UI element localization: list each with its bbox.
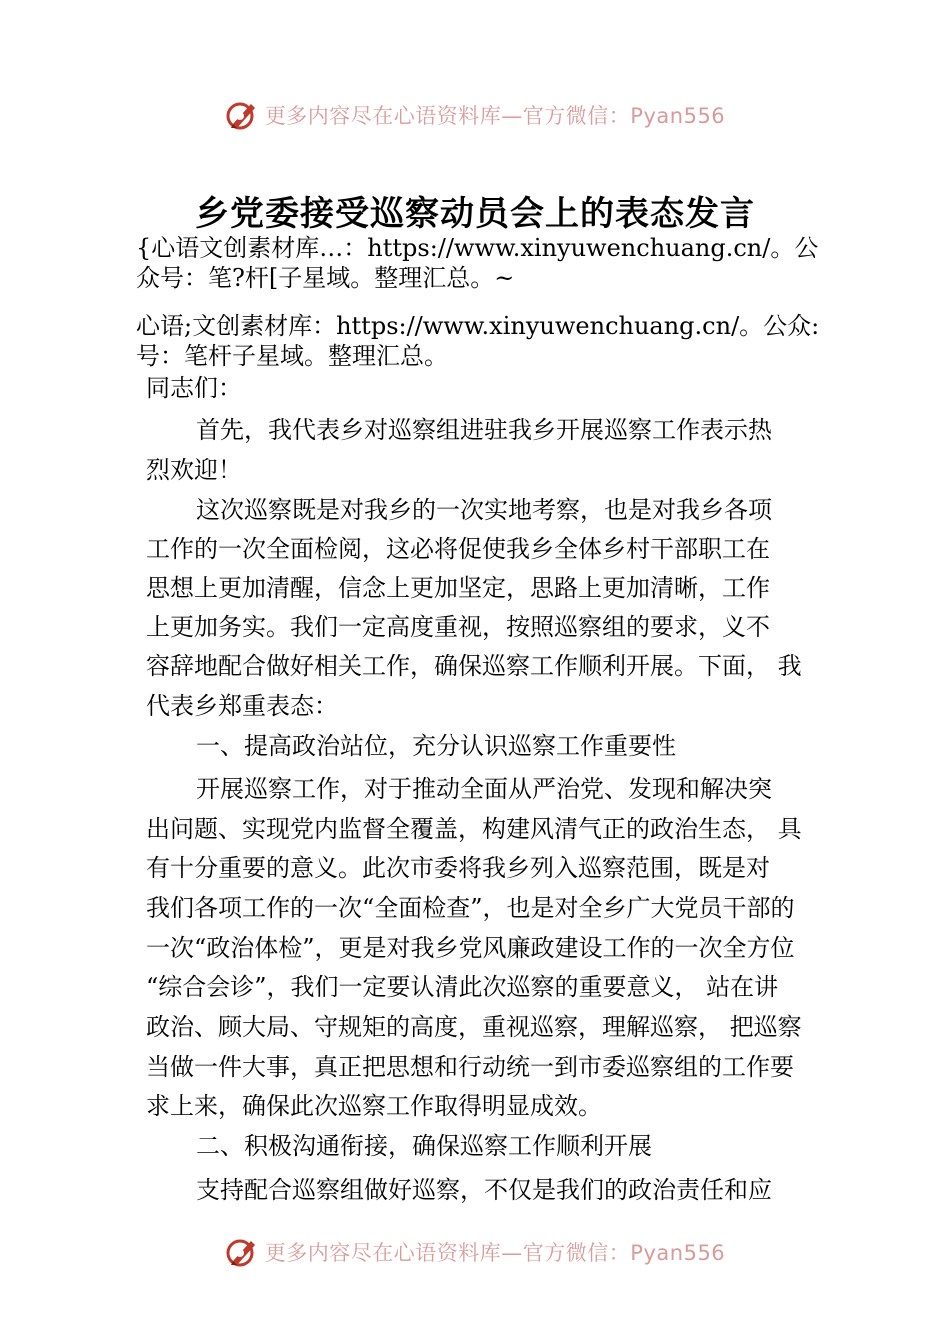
watermark-banner-top: [0, 95, 950, 135]
watermark-text: 更多内容尽在心语资料库—官方微信：Pyan556: [264, 1241, 726, 1265]
body-line: 容辞地配合做好相关工作，确保巡察工作顺利开展。下面， 我: [146, 652, 802, 680]
body-line: 有十分重要的意义。此次市委将我乡列入巡察范围，既是对: [146, 854, 770, 882]
body-line: 工作的一次全面检阅，这必将促使我乡全体乡村干部职工在: [146, 535, 770, 563]
source-line: 心语;文创素材库：https://www.xinyuwenchuang.cn/。公众:: [136, 312, 820, 340]
pen-logo-icon: [225, 1235, 259, 1269]
body-line: 一次“政治体检”，更是对我乡党风廉政建设工作的一次全方位: [146, 934, 795, 962]
body-line: 开展巡察工作，对于推动全面从严治党、发现和解决突: [196, 775, 772, 803]
document-title: 乡党委接受巡察动员会上的表态发言: [195, 194, 755, 234]
source-line: 号：笔杆子星域。整理汇总。: [136, 342, 448, 370]
greeting: 同志们：: [146, 374, 242, 402]
body-line: 出问题、实现党内监督全覆盖，构建风清气正的政治生态， 具: [146, 815, 802, 843]
section-heading: 一、提高政治站位，充分认识巡察工作重要性: [196, 732, 676, 760]
watermark-text: 更多内容尽在心语资料库—官方微信：Pyan556: [264, 104, 726, 128]
source-line: {心语文创素材库…：https://www.xinyuwenchuang.cn/。公: [136, 234, 819, 262]
body-line: 首先，我代表乡对巡察组进驻我乡开展巡察工作表示热: [196, 416, 772, 444]
body-line: 求上来，确保此次巡察工作取得明显成效。: [146, 1092, 602, 1120]
body-line: 思想上更加清醒，信念上更加坚定，思路上更加清晰，工作: [146, 574, 770, 602]
body-line: 上更加务实。我们一定高度重视，按照巡察组的要求，义不: [146, 613, 770, 641]
body-line: 代表乡郑重表态：: [146, 692, 338, 720]
body-line: 这次巡察既是对我乡的一次实地考察，也是对我乡各项: [196, 496, 772, 524]
pen-logo-icon: [225, 98, 259, 132]
source-line: 众号：笔?杆[子星域。整理汇总。~: [136, 264, 515, 292]
body-line: 支持配合巡察组做好巡察，不仅是我们的政治责任和应: [196, 1176, 772, 1204]
body-line: 政治、顾大局、守规矩的高度，重视巡察，理解巡察， 把巡察: [146, 1013, 802, 1041]
body-line: 烈欢迎！: [146, 456, 242, 484]
watermark-banner-bottom: [0, 1232, 950, 1272]
body-line: 我们各项工作的一次“全面检查”，也是对全乡广大党员干部的: [146, 894, 795, 922]
section-heading: 二、积极沟通衔接，确保巡察工作顺利开展: [196, 1132, 652, 1160]
body-line: 当做一件大事，真正把思想和行动统一到市委巡察组的工作要: [146, 1053, 794, 1081]
body-line: “综合会诊”，我们一定要认清此次巡察的重要意义， 站在讲: [146, 973, 779, 1001]
